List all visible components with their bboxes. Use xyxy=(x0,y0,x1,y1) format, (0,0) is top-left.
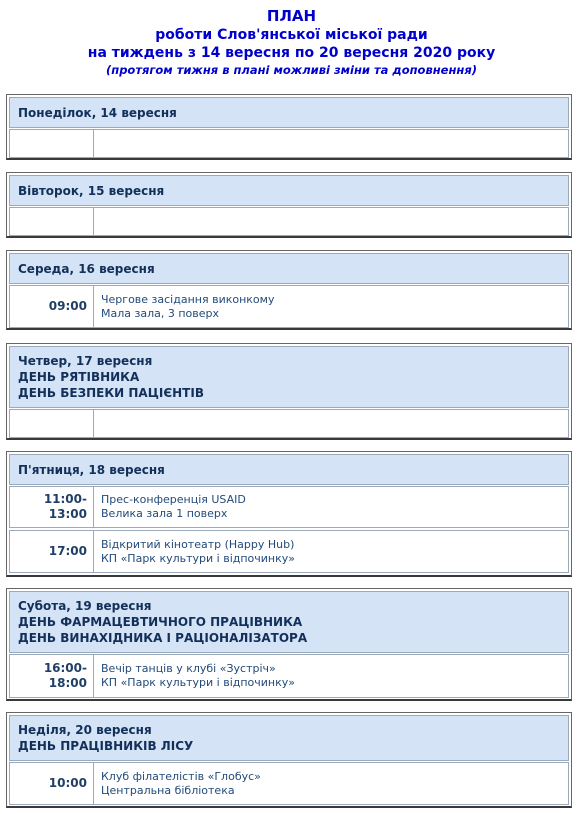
event-location: Центральна бібліотека xyxy=(101,783,235,797)
day-observance: ДЕНЬ ВИНАХІДНИКА І РАЦІОНАЛІЗАТОРА xyxy=(18,631,308,645)
event-time-start: 16:00- xyxy=(43,661,87,675)
event-time: 09:00 xyxy=(10,286,94,327)
event-location: КП «Парк культури і відпочинку» xyxy=(101,551,295,565)
day-title: Вівторок, 15 вересня xyxy=(18,183,165,198)
day-title: Субота, 19 вересня xyxy=(18,599,152,613)
event-description xyxy=(94,487,568,527)
day-header xyxy=(9,97,569,128)
plan-note: (протягом тижня в плані можливі зміни та доповнення) xyxy=(106,63,477,77)
day-block-saturday xyxy=(6,588,572,701)
day-observance: ДЕНЬ ФАРМАЦЕВТИЧНОГО ПРАЦІВНИКА xyxy=(18,615,303,629)
day-header xyxy=(9,591,569,653)
event-title: Прес-конференція USAID xyxy=(101,493,246,506)
event-time: 17:00 xyxy=(10,531,94,572)
empty-event-row xyxy=(9,207,569,236)
event-time-start: 11:00- xyxy=(43,492,87,506)
empty-event-row xyxy=(9,129,569,158)
day-title: Середа, 16 вересня xyxy=(18,261,155,276)
event-location: Велика зала 1 поверх xyxy=(101,507,228,520)
event-location: КП «Парк культури і відпочинку» xyxy=(101,676,295,689)
event-description xyxy=(94,410,568,437)
event-description xyxy=(94,208,568,235)
day-observance: ДЕНЬ РЯТІВНИКА xyxy=(18,370,140,384)
day-header xyxy=(9,253,569,284)
event-time: 10:00 xyxy=(10,763,94,804)
day-block-sunday xyxy=(6,712,572,808)
event-time-end: 13:00 xyxy=(48,507,87,521)
day-block-wednesday xyxy=(6,250,572,330)
day-header xyxy=(9,175,569,206)
day-block-friday xyxy=(6,451,572,577)
event-row xyxy=(9,530,569,573)
day-header xyxy=(9,346,569,408)
event-time-end: 18:00 xyxy=(48,676,87,690)
empty-event-row xyxy=(9,409,569,438)
event-time xyxy=(10,410,94,437)
day-observance: ДЕНЬ ПРАЦІВНИКІВ ЛІСУ xyxy=(18,739,194,753)
event-description xyxy=(94,130,568,157)
event-row xyxy=(9,654,569,698)
day-block-tuesday xyxy=(6,172,572,238)
event-description xyxy=(94,655,568,697)
day-title: П'ятниця, 18 вересня xyxy=(18,462,165,477)
day-title: Неділя, 20 вересня xyxy=(18,723,152,737)
day-block-thursday xyxy=(6,343,572,440)
event-title: Вечір танців у клубі «Зустріч» xyxy=(101,662,276,675)
day-header xyxy=(9,715,569,761)
plan-title: ПЛАН xyxy=(266,7,317,25)
event-description xyxy=(94,286,568,327)
event-row xyxy=(9,762,569,805)
plan-header xyxy=(0,0,583,78)
event-title: Чергове засідання виконкому xyxy=(101,292,275,306)
day-header xyxy=(9,454,569,485)
day-title: Понеділок, 14 вересня xyxy=(18,105,177,120)
event-row xyxy=(9,285,569,328)
event-time xyxy=(10,487,94,527)
event-time xyxy=(10,208,94,235)
event-time xyxy=(10,130,94,157)
event-description xyxy=(94,763,568,804)
plan-period: на тиждень з 14 вересня по 20 вересня 2020 року xyxy=(87,45,496,61)
event-description xyxy=(94,531,568,572)
plan-subtitle: роботи Слов'янської міської ради xyxy=(155,27,428,43)
event-title: Відкритий кінотеатр (Happy Hub) xyxy=(101,537,295,551)
event-title: Клуб філателістів «Глобус» xyxy=(101,769,261,783)
day-block-monday xyxy=(6,94,572,160)
event-location: Мала зала, 3 поверх xyxy=(101,306,220,320)
event-row xyxy=(9,486,569,528)
day-title: Четвер, 17 вересня xyxy=(18,354,153,368)
event-time xyxy=(10,655,94,697)
day-observance: ДЕНЬ БЕЗПЕКИ ПАЦІЄНТІВ xyxy=(18,386,204,400)
